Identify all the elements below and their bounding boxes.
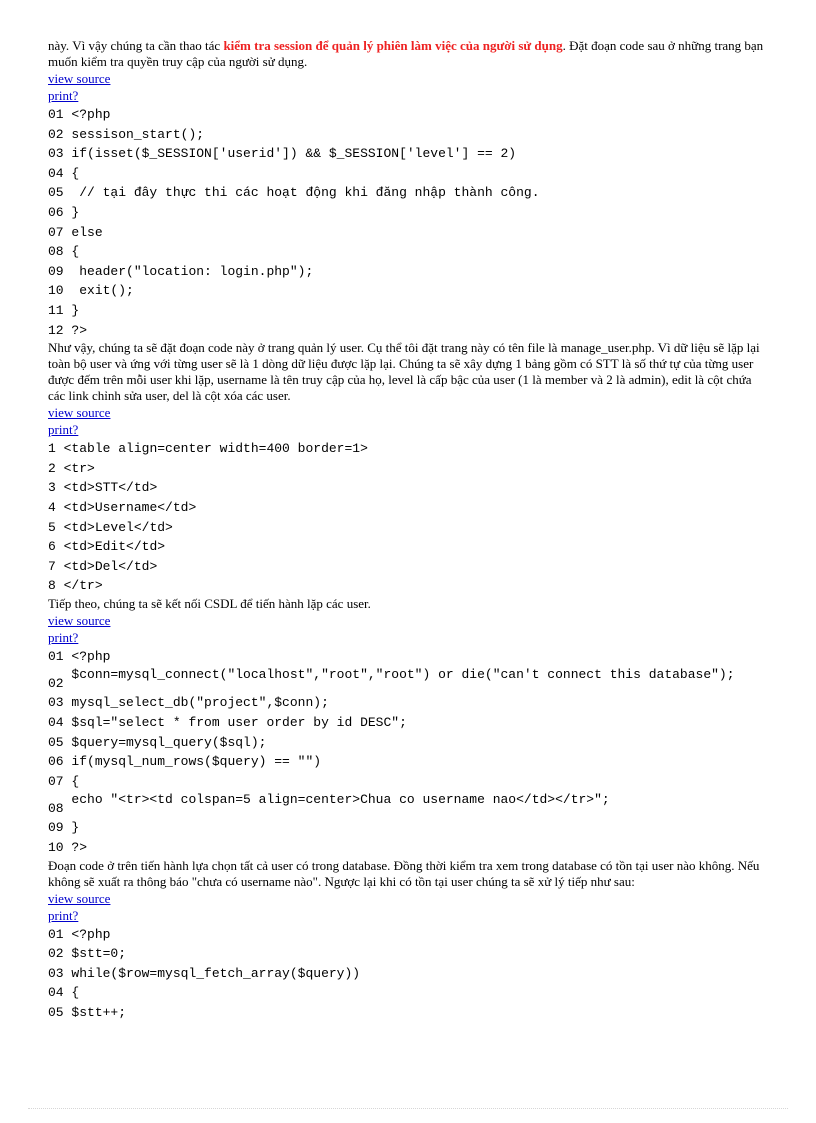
line-number: 09 bbox=[48, 263, 64, 279]
code-text: ?> bbox=[71, 840, 88, 856]
print-link[interactable]: print? bbox=[48, 422, 79, 438]
code-line bbox=[48, 557, 768, 577]
code-text: // tại đây thực thi các hoạt động khi đăng nhập thành công. bbox=[71, 185, 540, 201]
code-line bbox=[48, 983, 768, 1003]
code-block bbox=[48, 925, 768, 1023]
code-line bbox=[48, 944, 768, 964]
line-number: 4 bbox=[48, 499, 56, 515]
code-line bbox=[48, 321, 768, 341]
paragraph: Tiếp theo, chúng ta sẽ kết nối CSDL để tiến hành lặp các user. bbox=[48, 595, 371, 611]
line-number: 02 bbox=[48, 676, 64, 692]
line-number: 10 bbox=[48, 283, 64, 299]
code-line bbox=[48, 537, 768, 557]
code-text: } bbox=[71, 302, 80, 318]
code-text: exit(); bbox=[71, 283, 134, 299]
line-number: 06 bbox=[48, 754, 64, 770]
code-line bbox=[48, 752, 768, 772]
code-text: <td>STT</td> bbox=[63, 480, 158, 496]
code-text: <?php bbox=[71, 648, 111, 664]
view-source-link[interactable]: view source bbox=[48, 71, 111, 86]
line-number: 11 bbox=[48, 302, 64, 318]
line-number: 6 bbox=[48, 539, 56, 555]
code-line bbox=[48, 439, 768, 459]
view-source-link[interactable]: view source bbox=[48, 890, 111, 906]
code-line bbox=[48, 666, 768, 693]
code-line bbox=[48, 518, 768, 538]
code-text: { bbox=[71, 165, 80, 181]
code-line bbox=[48, 203, 768, 223]
document-page bbox=[48, 38, 768, 1023]
line-number: 01 bbox=[48, 648, 64, 664]
line-number: 04 bbox=[48, 985, 64, 1001]
code-text: ?> bbox=[71, 322, 88, 338]
code-line bbox=[48, 125, 768, 145]
line-number: 05 bbox=[48, 734, 64, 750]
code-line bbox=[48, 301, 768, 321]
line-number: 05 bbox=[48, 1005, 64, 1020]
code-text: </tr> bbox=[63, 578, 103, 594]
code-line bbox=[48, 818, 768, 838]
line-number: 01 bbox=[48, 926, 64, 942]
code-text: if(mysql_num_rows($query) == "") bbox=[71, 754, 322, 770]
line-number: 08 bbox=[48, 801, 64, 817]
code-line bbox=[48, 693, 768, 713]
code-text: echo "<tr><td colspan=5 align=center>Chua co username nao</td></tr>"; bbox=[71, 792, 610, 808]
code-line bbox=[48, 772, 768, 792]
intro-text-end: . Đặt đoạn code sau ở những trang bạn muốn kiểm tra quyền truy cập của người sử dụng. bbox=[48, 38, 764, 69]
code-text: <?php bbox=[71, 107, 111, 122]
code-text: sessison_start(); bbox=[71, 126, 205, 142]
line-number: 06 bbox=[48, 204, 64, 220]
code-text: $stt++; bbox=[71, 1005, 127, 1020]
line-number: 02 bbox=[48, 126, 64, 142]
code-text: <td>Username</td> bbox=[63, 499, 197, 515]
line-number: 12 bbox=[48, 322, 64, 338]
code-block bbox=[48, 439, 768, 596]
code-text: <tr> bbox=[63, 460, 95, 476]
code-text: mysql_select_db("project",$conn); bbox=[71, 695, 329, 711]
code-text: if(isset($_SESSION['userid']) && $_SESSION['level'] == 2) bbox=[71, 146, 517, 162]
code-line bbox=[48, 262, 768, 282]
code-line bbox=[48, 498, 768, 518]
line-number: 04 bbox=[48, 715, 64, 731]
line-number: 1 bbox=[48, 441, 56, 457]
line-number: 8 bbox=[48, 578, 56, 594]
code-text: { bbox=[71, 244, 80, 260]
code-text: <td>Level</td> bbox=[63, 519, 173, 535]
line-number: 3 bbox=[48, 480, 56, 496]
line-number: 03 bbox=[48, 146, 64, 162]
code-line bbox=[48, 964, 768, 984]
code-line bbox=[48, 647, 768, 667]
line-number: 05 bbox=[48, 185, 64, 201]
code-text: } bbox=[71, 204, 80, 220]
code-line bbox=[48, 713, 768, 733]
code-text: while($row=mysql_fetch_array($query)) bbox=[71, 965, 361, 981]
line-number: 7 bbox=[48, 558, 56, 574]
code-line bbox=[48, 925, 768, 945]
code-line bbox=[48, 478, 768, 498]
code-line bbox=[48, 1003, 768, 1023]
code-text: <table align=center width=400 border=1> bbox=[63, 441, 368, 457]
code-line bbox=[48, 183, 768, 203]
code-line bbox=[48, 164, 768, 184]
code-text: header("location: login.php"); bbox=[71, 263, 314, 279]
code-line bbox=[48, 281, 768, 301]
code-text: <?php bbox=[71, 926, 111, 942]
line-number: 03 bbox=[48, 695, 64, 711]
code-text: else bbox=[71, 224, 103, 240]
code-text: <td>Del</td> bbox=[63, 558, 158, 574]
code-line bbox=[48, 733, 768, 753]
code-text: $query=mysql_query($sql); bbox=[71, 734, 267, 750]
view-source-link[interactable]: view source bbox=[48, 405, 111, 421]
line-number: 2 bbox=[48, 460, 56, 476]
line-number: 07 bbox=[48, 773, 64, 789]
paragraph: Đoạn code ở trên tiến hành lựa chọn tất cả user có trong database. Đồng thời kiểm tra xem trong database có tồn tại user nào không. Nếu không sẽ xuất ra thông báo "chưa có username nào". Ngược lại khi có tồn tại user chúng ta sẽ xử lý tiếp như sau: bbox=[48, 857, 760, 889]
line-number: 5 bbox=[48, 519, 56, 535]
code-line bbox=[48, 105, 768, 125]
code-text: <td>Edit</td> bbox=[63, 539, 166, 555]
paragraph: Như vậy, chúng ta sẽ đặt đoạn code này ở trang quản lý user. Cụ thể tôi đặt trang này có tên file là manage_user.php. Vì dữ liệu sẽ lặp lại toàn bộ user và ứng với từng user sẽ là 1 dòng dữ liệu được lặp lại. Chúng ta sẽ xây dựng 1 bảng gồm có STT là số thứ tự của từng user được đếm trên mỗi user khi lặp, username là tên truy cập của họ, level là cấp bậc của user (1 là member và 2 là admin), edit là cột chứa các link chỉnh sửa user, del là cột xóa các user. bbox=[48, 340, 760, 404]
code-line bbox=[48, 223, 768, 243]
code-text: $sql="select * from user order by id DESC"; bbox=[71, 715, 407, 731]
line-number: 01 bbox=[48, 107, 64, 122]
intro-paragraph bbox=[48, 38, 768, 70]
code-line bbox=[48, 576, 768, 596]
code-line bbox=[48, 242, 768, 262]
code-text: } bbox=[71, 820, 80, 836]
code-text: $conn=mysql_connect("localhost","root","root") or die("can't connect this database"); bbox=[71, 667, 735, 683]
print-link[interactable]: print? bbox=[48, 88, 79, 103]
code-block bbox=[48, 647, 768, 858]
line-number: 09 bbox=[48, 820, 64, 836]
code-line bbox=[48, 838, 768, 858]
intro-text: này. Vì vậy chúng ta cần thao tác bbox=[48, 38, 224, 53]
print-link[interactable]: print? bbox=[48, 907, 79, 923]
code-text: $stt=0; bbox=[71, 946, 127, 962]
code-line bbox=[48, 144, 768, 164]
view-source-link[interactable]: view source bbox=[48, 612, 111, 628]
code-text: { bbox=[71, 985, 80, 1001]
line-number: 07 bbox=[48, 224, 64, 240]
print-link[interactable]: print? bbox=[48, 629, 79, 645]
code-line bbox=[48, 459, 768, 479]
highlighted-phrase: kiểm tra session để quản lý phiên làm việc của người sử dụng bbox=[223, 38, 563, 53]
line-number: 10 bbox=[48, 840, 64, 856]
line-number: 03 bbox=[48, 965, 64, 981]
code-text: { bbox=[71, 773, 80, 789]
line-number: 08 bbox=[48, 244, 64, 260]
code-line bbox=[48, 791, 768, 818]
code-block bbox=[48, 105, 768, 340]
line-number: 02 bbox=[48, 946, 64, 962]
line-number: 04 bbox=[48, 165, 64, 181]
page-bottom-divider bbox=[28, 1108, 788, 1109]
